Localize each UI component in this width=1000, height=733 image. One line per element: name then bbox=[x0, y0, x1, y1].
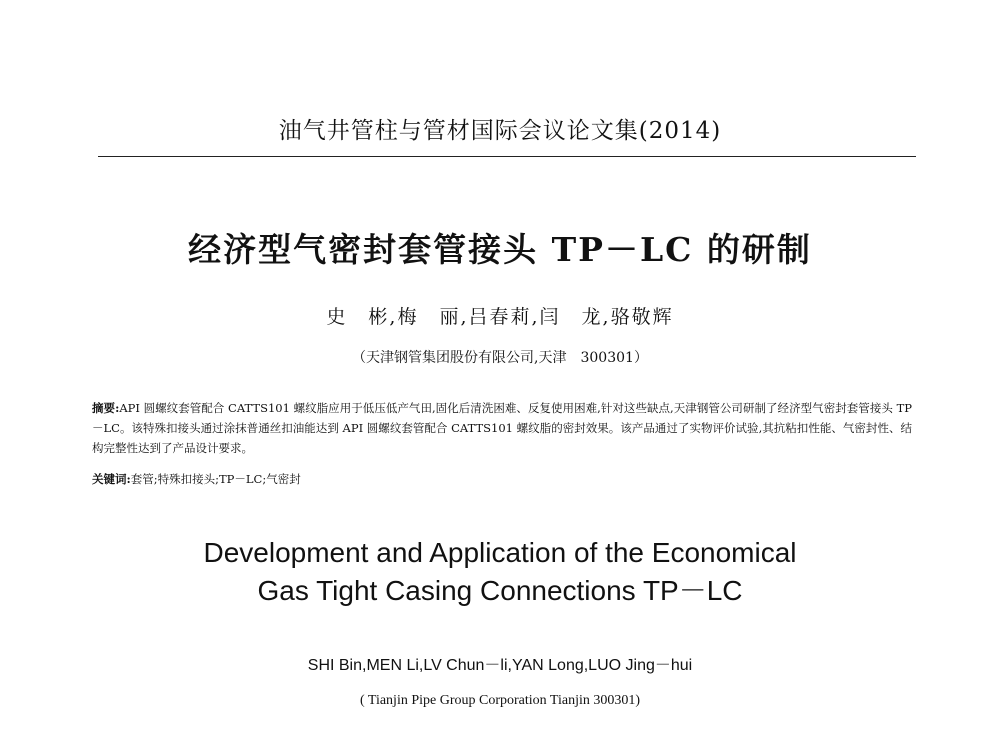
abstract bbox=[92, 398, 912, 458]
abstract-text: API 圆螺纹套管配合 CATTS101 螺纹脂应用于低压低产气田,固化后清洗困难、反复使用困难,针对这些缺点,天津钢管公司研制了经济型气密封套管接头 TP－LC。该特殊扣接头通过涂抹普通丝扣油能达到 API 圆螺纹套管配合 CATTS101 螺纹脂的密封效果。该产品通过了实物评价试验,其抗粘扣性能、气密封性、结构完整性达到了产品设计要求。 bbox=[92, 401, 913, 455]
english-title-line-2: Gas Tight Casing Connections TP－LC bbox=[257, 575, 743, 606]
chinese-title: 经济型气密封套管接头 TP－LC 的研制 bbox=[188, 230, 812, 269]
chinese-affiliation: （天津钢管集团股份有限公司,天津 300301） bbox=[352, 350, 648, 366]
abstract-label: 摘要: bbox=[92, 401, 120, 415]
chinese-authors: 史 彬,梅 丽,吕春莉,闫 龙,骆敬辉 bbox=[326, 306, 674, 328]
running-head: 油气井管柱与管材国际会议论文集(2014) bbox=[278, 118, 722, 144]
header-rule bbox=[98, 156, 916, 157]
english-authors: SHI Bin,MEN Li,LV Chun－li,YAN Long,LUO Jing－hui bbox=[307, 657, 693, 674]
keywords-label: 关键词: bbox=[92, 472, 131, 486]
english-affiliation: ( Tianjin Pipe Group Corporation Tianjin 300301) bbox=[359, 693, 641, 708]
english-title-line-1: Development and Application of the Economical bbox=[203, 537, 797, 568]
keywords bbox=[92, 469, 912, 489]
english-title bbox=[0, 534, 1000, 610]
keywords-text: 套管;特殊扣接头;TP－LC;气密封 bbox=[130, 472, 301, 486]
